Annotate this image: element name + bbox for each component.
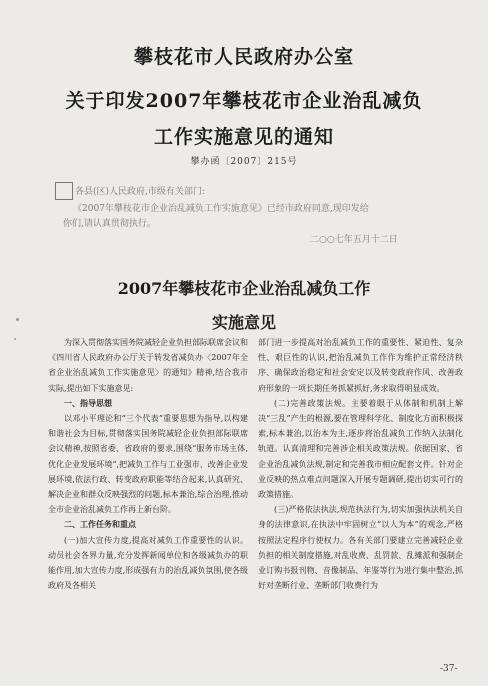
paragraph-publicity: (一)加大宣传力度,提高对减负工作重要性的认识。动员社会各界力量,充分发挥新闻单位和各级减负办的职能作用,加大宣传力度,形成强有力的治乱减负氛围,使各级政府及各相关: [48, 535, 248, 591]
page-number: -37-: [440, 664, 458, 674]
intro-paragraph: 为深入贯彻落实国务院减轻企业负担部际联席会议和《四川省人民政府办公厅关于转发省减负办〈2007年全省企业治乱减负工作实施意见〉的通知》精神,结合我市实际,提出如下实施意见:: [48, 338, 248, 393]
stamp-date: 二○○七年五月十二日: [310, 235, 398, 245]
notice-title-line2: 关于印发2007年攀枝花市企业治乱减负: [65, 90, 423, 112]
section-heading-1: 一、指导思想: [64, 397, 112, 408]
paragraph-guiding-ideology: 以邓小平理论和“三个代表”重要思想为指导,以构建和谐社会为目标,贯彻落实国务院减轻企业负担部际联席会议精神,按照省委、省政府的要求,围绕“服务市场主体,优化企业发展环境”,把减负工作与工业强市、改善企业发展环境,依法行政、转变政府职能等结合起来,认真研究、解决企业和群众反映强烈的问题,标本兼治,综合治理,推动全市企业治乱减负工作再上新台阶。: [48, 414, 248, 515]
scan-speck: [14, 338, 16, 340]
notice-title-line3: 工作实施意见的通知: [153, 126, 334, 148]
paragraph-policy: (二)完善政策法规。主要着眼于从体制和机制上解决“三乱”产生的根源,要在管理科学化、制度化方面积极探索,标本兼治,以治本为主,逐步将治乱减负工作纳入法制化轨道。认真清理和完善涉企相关政策法规。依据国家、省企业治乱减负法规,制定和完善我市相应配套文件。针对企业反映的热点难点问题深入开展专题调研,提出切实可行的政策措施。: [258, 398, 463, 500]
paragraph-enforcement: (三)严格依法执法,规范执法行为,切实加强执法机关自身的法律意识,在执法中牢固树立“以人为本”的观念,严格按照法定程序行使权力。各有关部门要建立完善减轻企业负担的相关制度措施,对乱收费、乱罚款、乱摊派和强制企业订购书报刊物、音像制品、年鉴等行为进行集中整治,抓好对垄断行业、垄断部门收费行为: [258, 505, 463, 591]
stamp-line3: 你们,请认真贯彻执行。: [63, 219, 156, 229]
stamp-line1: 各县(区)人民政府,市级有关部门:: [75, 187, 205, 197]
article-title-line1: 2007年攀枝花市企业治乱减负工作: [117, 279, 371, 298]
right-column: [258, 335, 463, 593]
paragraph-continuation: 部门进一步提高对治乱减负工作的重要性、紧迫性、复杂性、艰巨性的认识,把治乱减负工作作为维护正常经济秩序、确保政治稳定和社会安定以及转变政府作风、改善政府形象的一项长期任务抓紧抓好,务求取得明显成效。: [258, 338, 463, 393]
notice-title-line1: 攀枝花市人民政府办公室: [133, 46, 354, 68]
faded-stamp-text: [55, 180, 445, 244]
article-title-line2: 实施意见: [211, 313, 276, 332]
left-column: [48, 335, 248, 593]
document-number: 攀办函〔2007〕215号: [190, 157, 298, 167]
section-heading-2: 二、工作任务和重点: [64, 519, 136, 530]
stamp-line2: 《2007年攀枝花市企业治乱减负工作实施意见》已经市政府同意,现印发给: [73, 204, 369, 214]
scan-speck: [16, 318, 19, 321]
